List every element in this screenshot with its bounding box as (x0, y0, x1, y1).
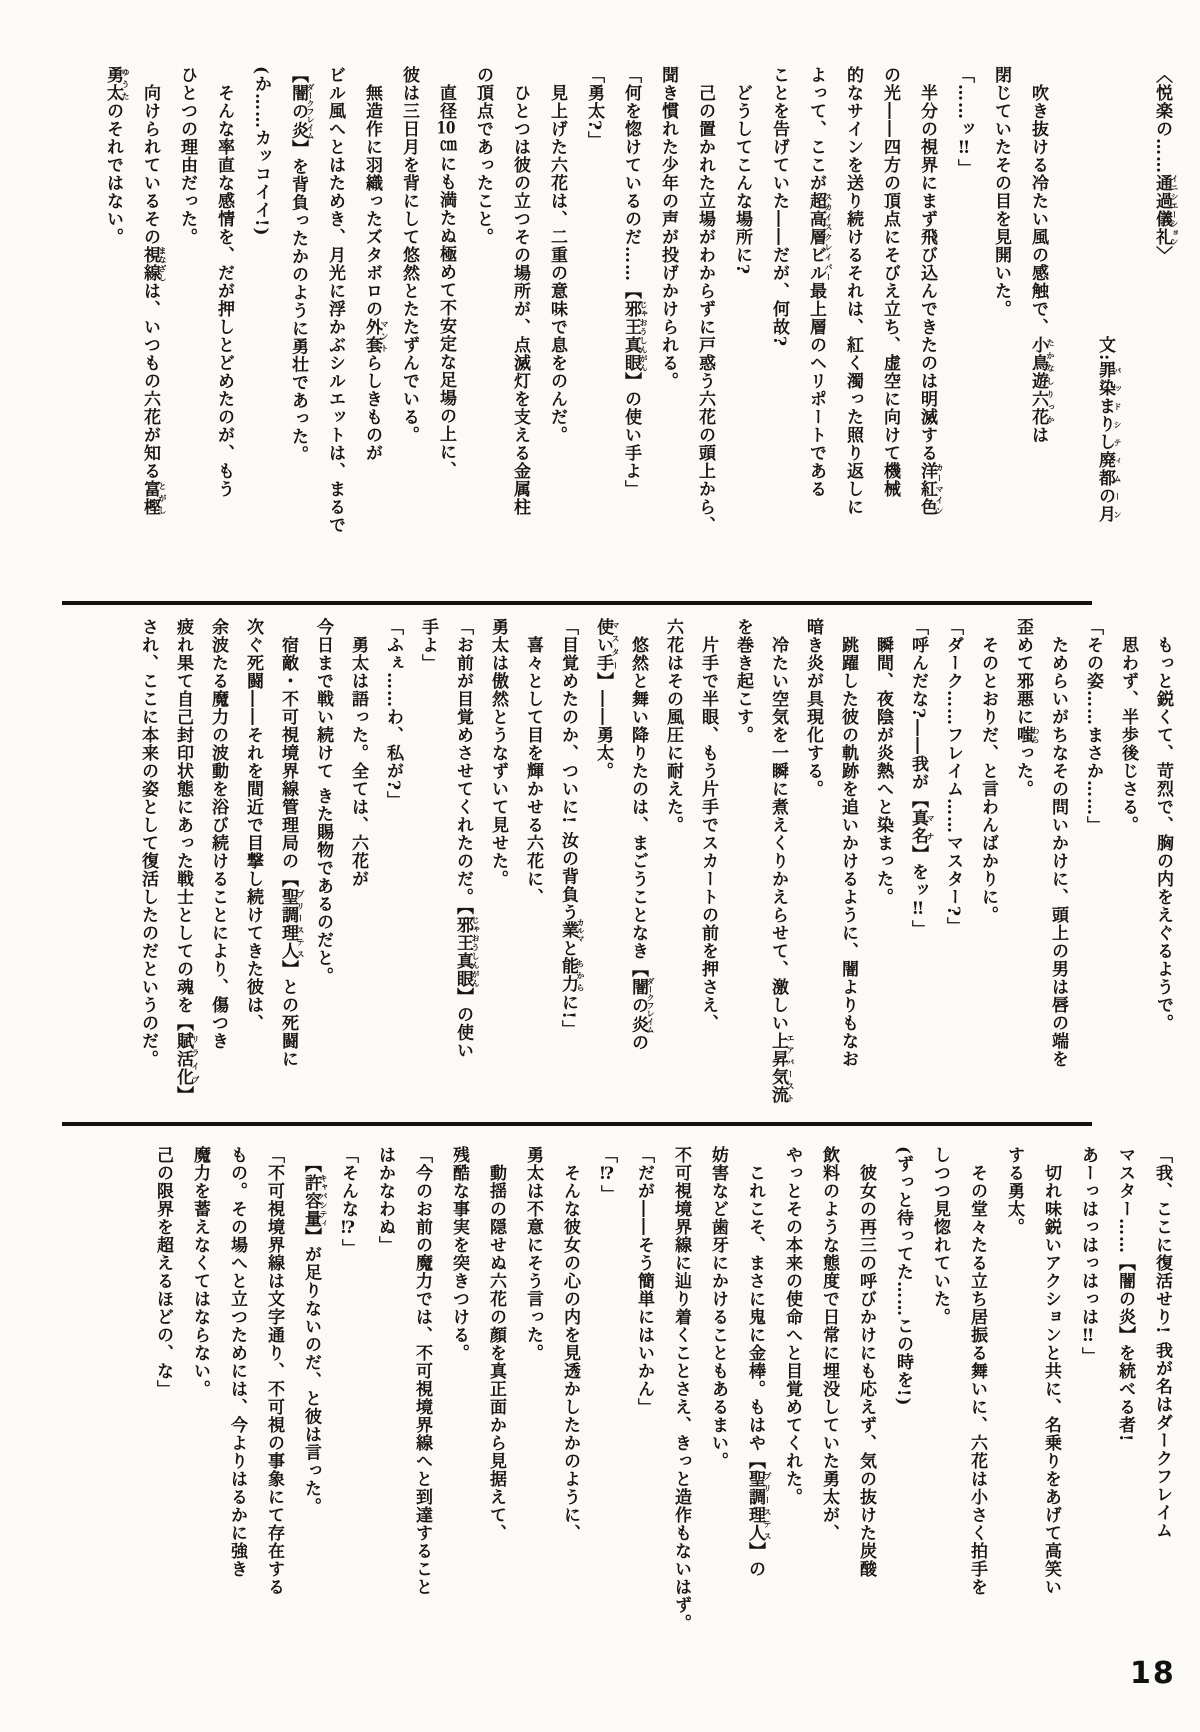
text-line: 切れ味鋭いアクションと共に、名乗りをあげて高笑い (1041, 1146, 1061, 1596)
text-line: (か……カッコイイ!) (251, 66, 271, 237)
text-line: 「勇太?」 (584, 66, 604, 149)
text-line: する勇太。 (1004, 1146, 1024, 1236)
text-line: 次ぐ死闘――それを間近で目撃し続けてきた彼は、 (243, 618, 263, 1032)
text-section-middle (130, 618, 1180, 1124)
text-line: 直径10㎝にも満たぬ極めて不安定な足場の上に、 (436, 66, 456, 479)
text-line: そんな率直な感情を、だが押しとどめたのが、もう (214, 66, 234, 498)
text-line: 勇太は傲然とうなずいて見せた。 (488, 618, 508, 888)
text-line: 飲料のような態度で日常に埋没していた勇太が、 (819, 1146, 839, 1542)
text-line: マスター……【闇の炎】を統べる者! (1115, 1146, 1135, 1443)
text-section-bottom (144, 1146, 1180, 1652)
text-line: 暗き炎が具現化する。 (803, 618, 823, 798)
text-line: はかなわぬ」 (375, 1146, 395, 1254)
text-line: 聞き慣れた少年の声が投げかけられる。 (658, 66, 678, 390)
text-line: 冷たい空気を一瞬に煮えくりかえらせて、激しい上昇気流エアバースト (768, 618, 796, 1104)
text-line: やっとその本来の使命へと目覚めてくれた。 (782, 1146, 802, 1506)
text-line: 疲れ果て自己封印状態にあった戦士としての魂を【賦活化リライブ】 (173, 618, 201, 1104)
story-title: 〈悦楽の……通過儀礼イニシエーション〉 (1152, 66, 1180, 264)
text-line: 歪めて邪悪に嗤わらった。 (1013, 618, 1041, 798)
text-line: 向けられているその視線まなざしは、いつもの六花が知る富樫とがし (140, 66, 168, 516)
text-line: 「ふぇ……わ、私が?」 (383, 618, 403, 809)
text-line: 瞬間、夜陰が炎熱へと染まった。 (873, 618, 893, 906)
text-line: を巻き起こす。 (733, 618, 753, 744)
text-line: 勇太ゆうたのそれではない。 (103, 66, 131, 246)
text-line: (ずっと待ってた……この時を!) (893, 1146, 913, 1407)
text-line: 「お前が目覚めさせてくれたのだ。【邪王真眼じゃおうしんがん】の使い (453, 618, 481, 1060)
text-line: 喜々として目を輝かせる六花に、 (523, 618, 543, 906)
text-line: 己の置かれた立場がわからずに戸惑う六花の頭上から、 (695, 66, 715, 534)
text-line: 妨害など歯牙にかけることもあるまい。 (708, 1146, 728, 1470)
text-line: 悠然と舞い降りたのは、まごうことなき【闇の炎ダークフレイムの (628, 618, 656, 1052)
text-line: 「⁉」 (597, 1146, 617, 1203)
section-divider-top (62, 601, 1092, 605)
text-line: 魔力を蓄えなくてはならない。 (190, 1146, 210, 1398)
text-line: もっと鋭くて、苛烈で、胸の内をえぐるようで。 (1153, 618, 1173, 1032)
text-line: 「呼んだな?――我が【真名マナ】をッ‼」 (908, 618, 936, 938)
text-line: 勇太は語った。全ては、六花が (348, 618, 368, 888)
text-line: 無造作に羽織ったズタボロの外套マントらしきものが (362, 66, 390, 462)
text-line: 彼は三日月を背にして悠然とたたずんでいる。 (399, 66, 419, 444)
text-line: 「不可視境界線は文字通り、不可視の事象にて存在する (264, 1146, 284, 1596)
text-line: ひとつの理由だった。 (177, 66, 197, 246)
text-line: 余波たる魔力の波動を浴び続けることにより、傷つき (208, 618, 228, 1050)
text-line: 六花はその風圧に耐えた。 (663, 618, 683, 834)
text-line: の頂点であったこと。 (473, 66, 493, 246)
text-line: 「そんな⁉」 (338, 1146, 358, 1257)
text-line: 「何を惚けているのだ……【邪王真眼じゃおうしんがん】の使い手よ」 (621, 66, 649, 498)
text-line: ためらいがちなその問いかけに、頭上の男は唇の端を (1048, 618, 1068, 1068)
text-line: 思わず、半歩後じさる。 (1118, 618, 1138, 834)
text-line: 見上げた六花は、二重の意味で息をのんだ。 (547, 66, 567, 444)
text-line: そんな彼女の心の内を見透かしたかのように、 (560, 1146, 580, 1542)
section-divider-bottom (62, 1122, 1092, 1126)
text-line: 的なサインを送り続けるそれは、紅く濁った照り返しに (843, 66, 863, 516)
text-line: 「目覚めたのか、ついに! 汝の背負う業カルマと能力ちからに!」 (558, 618, 586, 1038)
text-line: 「今のお前の魔力では、不可視境界線へと到達すること (412, 1146, 432, 1596)
text-line: その堂々たる立ち居振る舞いに、六花は小さく拍手を (967, 1146, 987, 1596)
text-line: 跳躍した彼の軌跡を追いかけるように、闇よりもなお (838, 618, 858, 1068)
text-line: 「我、ここに復活せり! 我が名はダークフレイム (1152, 1146, 1172, 1540)
page-number: 18 (1130, 1656, 1176, 1691)
text-line: 手よ」 (418, 618, 438, 672)
text-line: 使い手マスター】――勇太。 (593, 618, 621, 780)
text-line: 吹き抜ける冷たい風の感触で、小鳥遊六花たかなしりっかは (1028, 66, 1056, 444)
text-line: 今日まで戦い続けて きた賜物であるのだと。 (313, 618, 333, 985)
text-line: 不可視境界線に辿り着くことさえ、きっと造作もないはず。 (671, 1146, 691, 1632)
text-line: ひとつは彼の立つその場所が、点滅灯を支える金属柱 (510, 66, 530, 516)
text-line: もの。その場へと立つためには、今よりはるかに強き (227, 1146, 247, 1578)
text-line: よって、ここが超高層ビルスカイスクレイパー最上層のヘリポートである (806, 66, 834, 498)
text-line: 「……ッ‼」 (954, 66, 974, 177)
text-line: 片手で半眼、もう片手でスカートの前を押さえ、 (698, 618, 718, 1032)
author-credit: 文:罪染まりし廃都の月バッドシティムーン (1095, 66, 1123, 524)
text-line: どうしてこんな場所に? (732, 66, 752, 275)
text-line: 【許容量キャパシティ】が足りないのだ、と彼は言った。 (301, 1146, 329, 1516)
text-line: 閉じていたその目を見開いた。 (991, 66, 1011, 318)
text-line: あーっはっはっはっは‼」 (1078, 1146, 1098, 1365)
text-line: そのとおりだ、と言わんばかりに。 (978, 618, 998, 924)
text-line: 動揺の隠せぬ六花の顔を真正面から見据えて、 (486, 1146, 506, 1542)
text-line: の光――四方の頂点にそびえ立ち、虚空に向けて機械 (880, 66, 900, 498)
text-line: ビル風へとはためき、月光に浮かぶシルエットは、まるで (325, 66, 345, 534)
text-line: これこそ、まさに鬼に金棒。もはや【聖調理人プリーステス】の (745, 1146, 773, 1578)
text-line: 「だが――そう簡単にはいかん」 (634, 1146, 654, 1416)
text-line: 「ダーク……フレイム……マスター?」 (943, 618, 963, 935)
text-line: 宿敵・不可視境界線管理局の【聖調理人プリーステス】との死闘に (278, 618, 306, 1068)
text-line: 彼女の再三の呼びかけにも応えず、気の抜けた炭酸 (856, 1146, 876, 1578)
text-section-top (94, 66, 1180, 572)
text-line: ことを告げていた――だが、何故? (769, 66, 789, 347)
text-line: 己の限界を超えるほどの、な」 (153, 1146, 173, 1398)
text-line: 半分の視界にまず飛び込んできたのは明滅する洋紅色カーマイン (917, 66, 945, 516)
text-line: され、ここに本来の姿として復活したのだというのだ。 (138, 618, 158, 1068)
text-line: 「その姿……まさか……」 (1083, 618, 1103, 834)
text-line: 勇太は不意にそう言った。 (523, 1146, 543, 1362)
text-line: 残酷な事実を突きつける。 (449, 1146, 469, 1362)
text-line: しつつ見惚れていた。 (930, 1146, 950, 1326)
text-line: 【闇の炎ダークフレイム】を背負ったかのように勇壮であった。 (288, 66, 316, 464)
